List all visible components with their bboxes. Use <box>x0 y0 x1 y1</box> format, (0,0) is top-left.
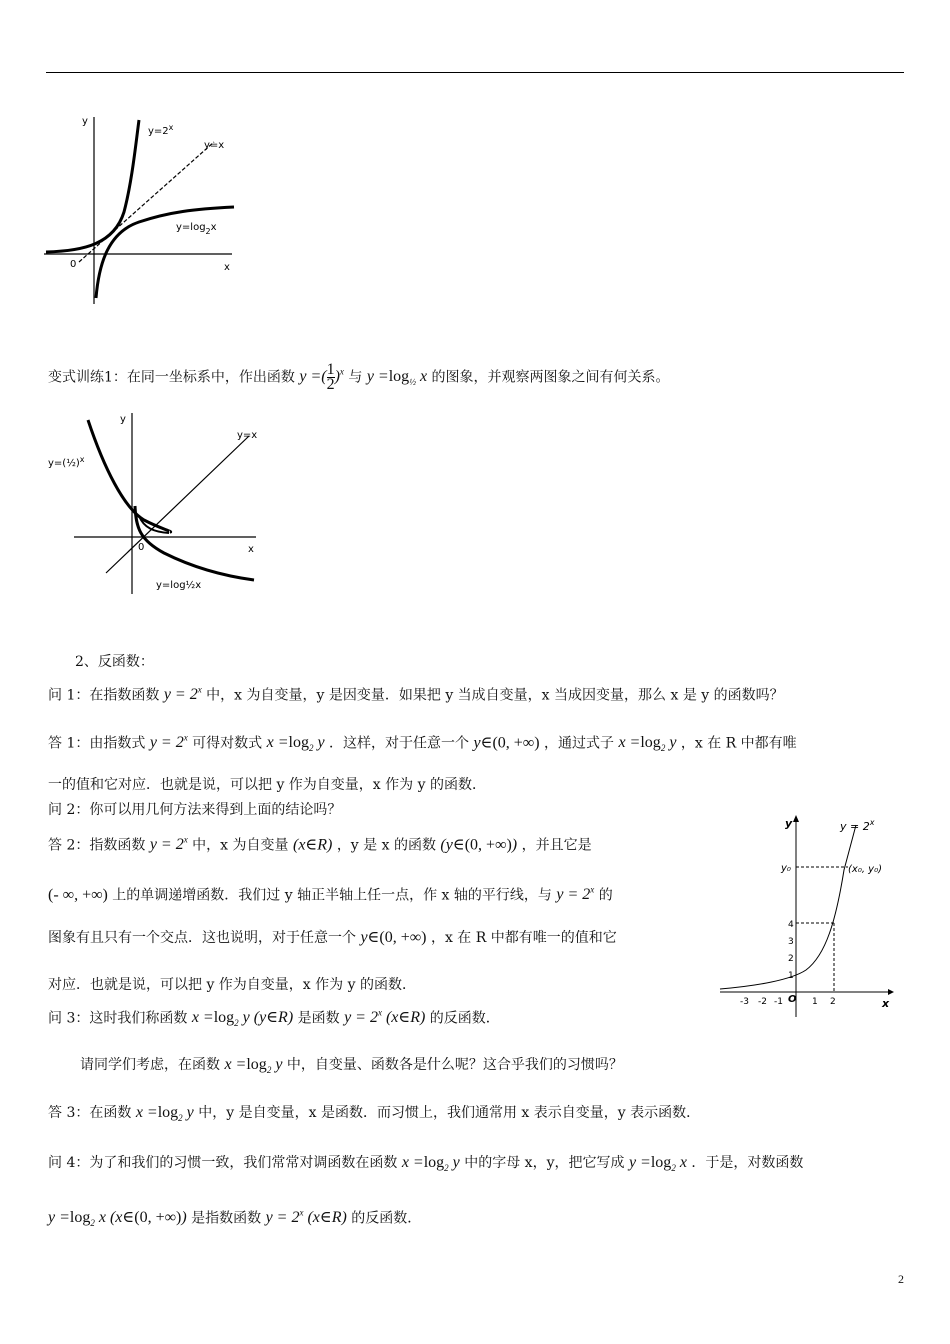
label-exp: $y=2^x$ <box>148 123 174 137</box>
section-heading: 2、反函数： <box>75 654 154 670</box>
answer-2-line1: 答 2：指数函数 $y = 2^x$ 中，x 为自变量 (x∈R) ，y 是 x 的函数 (y∈(0, +∞)) ，并且它是 <box>48 835 592 854</box>
question-2: 问 2：你可以用几何方法来得到上面的结论吗？ <box>48 802 342 818</box>
x-axis-label: x <box>882 997 890 1010</box>
y-tick: 3 <box>788 937 794 947</box>
answer-3: 答 3：在函数 $x =\log_2$ y 中，y 是自变量，x 是函数．而习惯上，我们通常用 x 表示自变量，y 表示函数． <box>48 1104 701 1124</box>
x-axis-label: x <box>248 544 254 555</box>
y-tick: 4 <box>788 920 794 930</box>
label-log: $y=\log_2x$ <box>176 222 217 236</box>
y-tick: 2 <box>788 954 794 964</box>
label-log: y=log½x <box>156 580 202 591</box>
x-axis-label: x <box>224 262 230 273</box>
point-label: (x₀, y₀) <box>848 864 883 875</box>
y0-label: y₀ <box>781 863 791 874</box>
page-number: 2 <box>898 1272 904 1286</box>
curve-label: $y = 2^x$ <box>840 818 875 833</box>
answer-1-line1: 答 1：由指数式 $y = 2^x$ 可得对数式 $x =\log_2$ y ．这样，对于任意一个 y∈(0, +∞) ，通过式子 $x =\log_2$ y ，x 在 R 中都有唯 <box>48 733 797 754</box>
question-1: 问 1：在指数函数 $y = 2^x$ 中，x 为自变量，y 是因变量．如果把 y 当成自变量，x 当成因变量，那么 x 是 y 的函数吗？ <box>48 685 784 704</box>
think-prompt: 请同学们考虑，在函数 $x =\log_2$ y 中，自变量、函数各是什么呢？这合乎我们的习惯吗？ <box>80 1056 623 1076</box>
x-tick: 2 <box>830 997 836 1007</box>
y-axis-label: y <box>785 817 793 830</box>
answer-2-line2: (- ∞, +∞) 上的单调递增函数．我们过 y 轴正半轴上任一点，作 x 轴的平行线，与 $y = 2^x$ 的 <box>48 885 613 904</box>
formula-log-half: $y =\log_{\frac{1}{2}}$ x <box>366 368 428 388</box>
answer-2-line4: 对应．也就是说，可以把 y 作为自变量，x 作为 y 的函数． <box>48 977 416 993</box>
answer-2-line3: 图象有且只有一个交点．这也说明，对于任意一个 y∈(0, +∞) ，x 在 R 中都有唯一的值和它 <box>48 929 617 946</box>
question-4-line2: $y =\log_2$ x (x∈(0, +∞)) 是指数函数 $y = 2^x$ (x∈R) 的反函数． <box>48 1208 422 1229</box>
label-identity: y=x <box>237 430 258 441</box>
question-3: 问 3：这时我们称函数 $x =\log_2$ y (y∈R) 是函数 $y = 2^x$ (x∈R) 的反函数． <box>48 1008 500 1029</box>
exercise-line: 变式训练1：在同一坐标系中，作出函数 y =( $\frac{1}{2}$ )$^x$ 与 $y =\log_{\frac{1}{2}}$ x 的图象，并观察两图象之间有何关系。 <box>48 361 670 394</box>
y-axis-label: y <box>82 116 88 127</box>
origin-label: 0 <box>70 259 77 270</box>
x-tick: -1 <box>774 997 783 1007</box>
graph-half-exp-log <box>44 408 269 596</box>
origin-label: 0 <box>138 542 145 553</box>
origin-label: O <box>788 994 797 1005</box>
question-4-line1: 问 4：为了和我们的习惯一致，我们常常对调函数在函数 $x =\log_2$ y 中的字母 x，y，把它写成 $y =\log_2$ x ．于是，对数函数 <box>48 1154 804 1174</box>
header-rule <box>46 72 904 73</box>
y-axis-label: y <box>120 414 126 425</box>
graph-exp-base2-inverse <box>716 810 900 1020</box>
formula-half-pow-x: y =( $\frac{1}{2}$ )$^x$ <box>299 361 344 394</box>
x-tick: 1 <box>812 997 818 1007</box>
graph-exp-log-base2 <box>44 112 244 307</box>
answer-1-line2: 一的值和它对应．也就是说，可以把 y 作为自变量，x 作为 y 的函数． <box>48 777 486 793</box>
x-tick: -3 <box>740 997 749 1007</box>
label-exp: y=(½)$^x$ <box>48 455 85 469</box>
y-tick: 1 <box>788 971 794 981</box>
label-identity: y=x <box>204 140 225 151</box>
x-tick: -2 <box>758 997 767 1007</box>
